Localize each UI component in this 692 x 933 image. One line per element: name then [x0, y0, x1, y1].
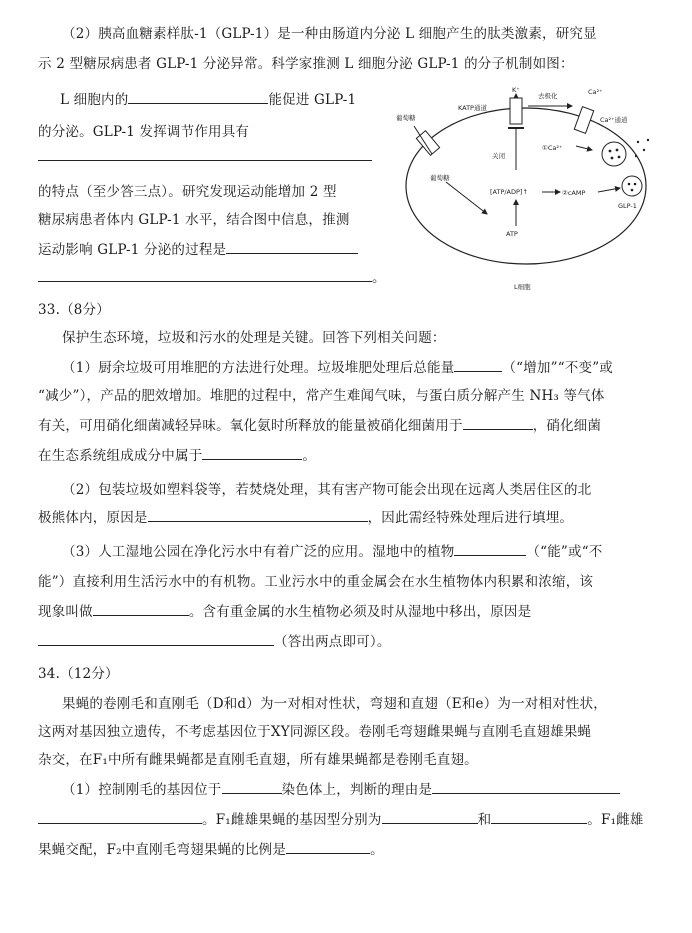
q33-text: （“能”或“不 — [526, 544, 603, 560]
q33-text: 极熊体内，原因是 — [38, 510, 148, 526]
answer-blank[interactable] — [38, 267, 372, 282]
q32-p2-line9 — [38, 266, 386, 286]
q34-text: （1）控制刚毛的基因位于 — [62, 782, 222, 798]
camp-label: ②cAMP — [562, 189, 586, 197]
q32-text: 能促进 GLP-1 — [268, 92, 357, 108]
l-cell-diagram — [392, 84, 664, 294]
answer-blank[interactable] — [38, 146, 372, 161]
q33-text: 有关，可用硝化细菌减轻异味。氧化氨时所释放的能量被硝化细菌用于 — [38, 418, 463, 434]
q32-p2-line6: 的特点（至少答三点）。研究发现运动能增加 2 型 — [38, 184, 337, 200]
glp1-label: GLP-1 — [618, 202, 637, 210]
q33-text: 在生态系统组成成分中属于 — [38, 448, 203, 464]
q33-text: （3）人工湿地公园在净化污水中有着广泛的应用。湿地中的植物 — [62, 544, 455, 560]
atp-label: ATP — [506, 230, 518, 238]
q33-intro: 保护生态环境，垃圾和污水的处理是关键。回答下列相关问题： — [62, 330, 446, 346]
q32-p2-line4: 的分泌。GLP-1 发挥调节作用具有 — [38, 124, 250, 140]
close-label: 关闭 — [492, 152, 505, 160]
q33-text: 现象叫做 — [38, 604, 93, 620]
answer-blank[interactable] — [202, 445, 302, 460]
q33-text: （“增加”“不变”或 — [502, 360, 613, 376]
q32-text: 运动影响 GLP-1 分泌的过程是 — [38, 242, 227, 258]
answer-blank[interactable] — [148, 507, 368, 522]
q33-text: ，因此需经特殊处理后进行填埋。 — [367, 510, 574, 526]
q33-p3-line3 — [38, 600, 531, 620]
answer-blank[interactable] — [128, 89, 268, 104]
ratio-label: [ATP/ADP]↑ — [490, 188, 528, 196]
q32-end: 。 — [372, 270, 386, 286]
arrow — [598, 188, 620, 192]
q34-p1-line2 — [38, 808, 644, 828]
answer-blank[interactable] — [432, 779, 620, 794]
q33-p2-line1: （2）包装垃圾如塑料袋等，若焚烧处理，其有害产物可能会出现在远离人类居住区的北 — [62, 482, 592, 498]
q34-line2: 这两对基因独立遗传，不考虑基因位于XY同源区段。卷刚毛弯翅雌果蝇与直刚毛直翅雄果蝇 — [38, 724, 592, 740]
q33-p1-line2: “减少”），产品的肥效增加。堆肥的过程中，常产生难闻气味，与蛋白质分解产生 NH₃ 等气体 — [38, 388, 605, 404]
cell-membrane — [406, 108, 646, 264]
answer-blank[interactable] — [226, 239, 358, 254]
q33-p1-line1 — [62, 356, 613, 376]
depolar-label: 去极化 — [538, 92, 558, 100]
cell-label: L细胞 — [514, 283, 531, 291]
q33-p1-line4 — [38, 444, 316, 464]
q34-header: 34.（12分） — [38, 666, 119, 682]
answer-blank[interactable] — [454, 357, 502, 372]
q33-text: 。含有重金属的水生植物必须及时从湿地中移出，原因是 — [188, 604, 532, 620]
q32-p2-line2: 示 2 型糖尿病患者 GLP-1 分泌异常。科学家推测 L 细胞分泌 GLP-1 的分子机制如图： — [38, 56, 574, 72]
answer-blank[interactable] — [463, 415, 533, 430]
q33-text: 。 — [302, 448, 317, 464]
q34-text: 。 — [370, 842, 384, 858]
q34-p1-line1 — [62, 778, 620, 798]
katp-channel — [510, 98, 522, 124]
l-cell-svg — [392, 84, 664, 294]
q33-header: 33.（8分） — [38, 302, 110, 318]
glucose-label: 葡萄糖 — [396, 114, 416, 122]
ca-label: Ca²⁺ — [588, 88, 603, 96]
arrow — [446, 182, 487, 214]
q34-text: 和 — [477, 812, 492, 828]
answer-blank[interactable] — [491, 809, 587, 824]
answer-blank[interactable] — [222, 779, 282, 794]
q33-p3-line2: 能”）直接利用生活污水中的有机物。工业污水中的重金属会在水生植物体内积累和浓缩，该 — [38, 574, 594, 590]
answer-blank[interactable] — [38, 809, 202, 824]
q32-p2-line5 — [38, 146, 372, 165]
q34-line1: 果蝇的卷刚毛和直刚毛（D和d）为一对相对性状，弯翅和直翅（E和e）为一对相对性状， — [62, 696, 608, 712]
answer-blank[interactable] — [286, 839, 370, 854]
answer-blank[interactable] — [454, 541, 526, 556]
k-label: K⁺ — [512, 86, 520, 94]
q32-text: L 细胞内的 — [60, 92, 129, 108]
q33-p3-line4 — [38, 630, 391, 650]
q33-p2-line2 — [38, 506, 573, 526]
q34-p1-line3 — [38, 838, 384, 858]
answer-blank[interactable] — [93, 601, 189, 616]
vesicle — [602, 142, 626, 166]
ca1-label: ①Ca²⁺ — [542, 144, 563, 152]
q34-text: 。F₁雌雄 — [587, 812, 644, 828]
answer-blank[interactable] — [382, 809, 478, 824]
q33-text: （答出两点即可）。 — [274, 634, 391, 650]
ca-channel — [574, 107, 593, 134]
q32-p2-line1: （2）胰高血糖素样肽-1（GLP-1）是一种由肠道内分泌 L 细胞产生的肽类激素，研究显 — [62, 26, 597, 42]
q33-text: ，硝化细菌 — [532, 418, 602, 434]
q32-p2-line7: 糖尿病患者体内 GLP-1 水平，结合图中信息，推测 — [38, 212, 350, 228]
q33-p1-line3 — [38, 414, 601, 434]
glucose-inside-label: 葡萄糖 — [430, 174, 450, 182]
q33-text: （1）厨余垃圾可用堆肥的方法进行处理。垃圾堆肥处理后总能量 — [62, 360, 455, 376]
q34-text: 。F₁雌雄果蝇的基因型分别为 — [202, 812, 382, 828]
q34-text: 染色体上，判断的理由是 — [281, 782, 433, 798]
answer-blank[interactable] — [38, 631, 274, 646]
q34-text: 果蝇交配，F₂中直刚毛弯翅果蝇的比例是 — [38, 842, 287, 858]
q32-p2-line8 — [38, 238, 358, 258]
ca-channel-label: Ca²⁺通道 — [600, 116, 628, 124]
q33-p3-line1 — [62, 540, 603, 560]
katp-label: KATP通道 — [458, 104, 487, 112]
q32-p2-line3 — [60, 88, 356, 108]
vesicle — [622, 176, 642, 196]
arrow — [576, 146, 592, 150]
q34-line3: 杂交，在F₁中所有雌果蝇都是直刚毛直翅，所有雄果蝇都是卷刚毛直翅。 — [38, 752, 478, 768]
